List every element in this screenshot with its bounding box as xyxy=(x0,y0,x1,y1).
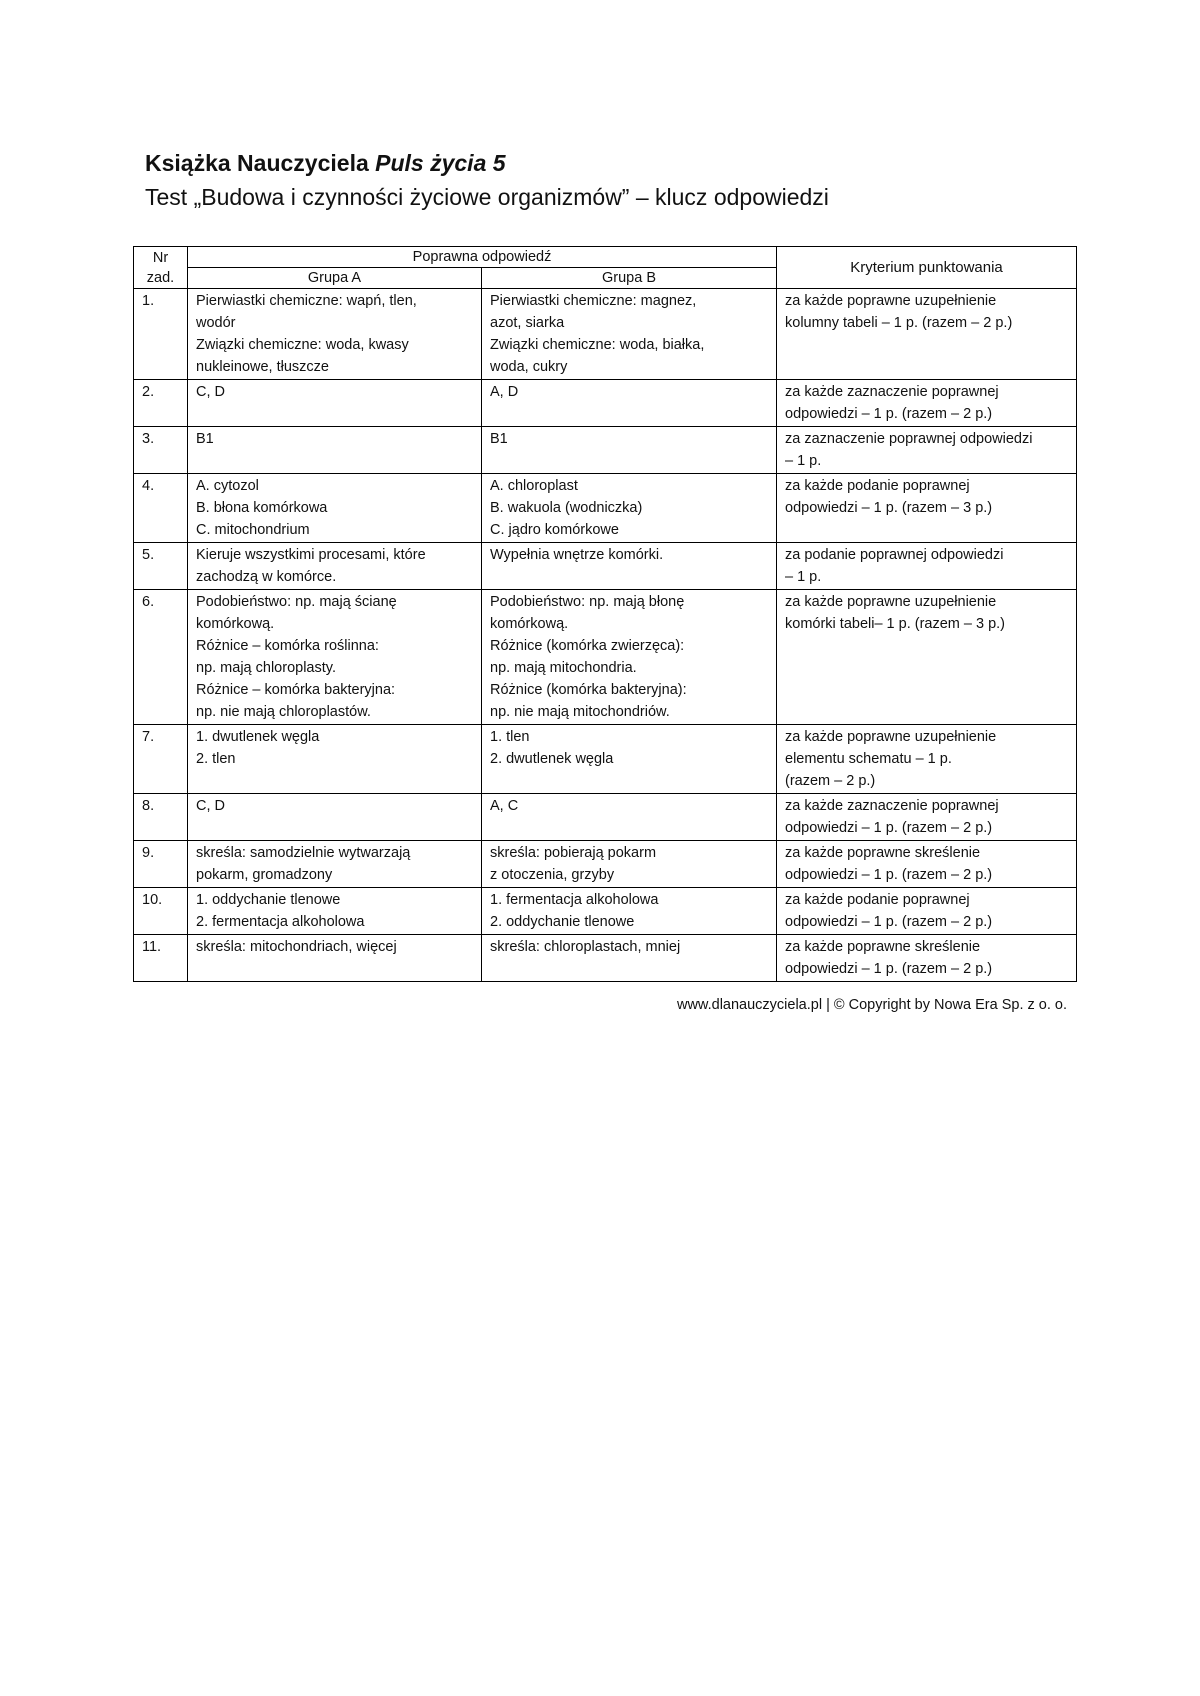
cell-grupa-b xyxy=(482,888,777,935)
cell-grupa-a-line: C, D xyxy=(196,798,225,814)
header-poprawna-odpowiedz: Poprawna odpowiedź xyxy=(188,247,777,268)
document-header xyxy=(145,148,1095,212)
cell-kryterium-line: za każde zaznaczenie poprawnej xyxy=(785,384,999,400)
cell-grupa-a-line: Różnice – komórka bakteryjna: xyxy=(196,682,396,698)
cell-nr: 2. xyxy=(134,380,188,427)
cell-grupa-b xyxy=(482,289,777,380)
cell-kryterium-line: za każde poprawne uzupełnienie xyxy=(785,293,997,309)
cell-kryterium-line: odpowiedzi – 1 p. (razem – 2 p.) xyxy=(785,867,993,883)
cell-grupa-b xyxy=(482,380,777,427)
header-nr-line: Nr xyxy=(152,249,169,266)
table-row xyxy=(134,841,1077,888)
title-main: Książka Nauczyciela xyxy=(145,150,376,176)
cell-kryterium-line: odpowiedzi – 1 p. (razem – 2 p.) xyxy=(785,820,993,836)
cell-grupa-a xyxy=(188,380,482,427)
cell-grupa-b-line: A. chloroplast xyxy=(490,478,578,494)
cell-kryterium xyxy=(777,935,1077,982)
table-row xyxy=(134,474,1077,543)
cell-grupa-b xyxy=(482,935,777,982)
cell-kryterium xyxy=(777,474,1077,543)
cell-grupa-a-line: zachodzą w komórce. xyxy=(196,569,337,585)
cell-grupa-a xyxy=(188,841,482,888)
cell-kryterium-line: za każde poprawne uzupełnienie xyxy=(785,729,997,745)
cell-nr: 5. xyxy=(134,543,188,590)
cell-grupa-b-line: skreśla: chloroplastach, mniej xyxy=(490,939,681,955)
cell-kryterium xyxy=(777,725,1077,794)
cell-grupa-b-line: np. mają mitochondria. xyxy=(490,660,637,676)
cell-kryterium xyxy=(777,427,1077,474)
cell-grupa-b-line: Związki chemiczne: woda, białka, xyxy=(490,337,705,353)
cell-grupa-b xyxy=(482,427,777,474)
cell-kryterium xyxy=(777,794,1077,841)
cell-grupa-b xyxy=(482,725,777,794)
cell-grupa-b-line: Pierwiastki chemiczne: magnez, xyxy=(490,293,697,309)
cell-kryterium-line: odpowiedzi – 1 p. (razem – 2 p.) xyxy=(785,914,993,930)
cell-grupa-a xyxy=(188,725,482,794)
cell-grupa-a-line: Związki chemiczne: woda, kwasy xyxy=(196,337,409,353)
table-row xyxy=(134,590,1077,725)
cell-kryterium-line: za każde podanie poprawnej xyxy=(785,478,970,494)
cell-nr: 4. xyxy=(134,474,188,543)
cell-grupa-a-line: C. mitochondrium xyxy=(196,522,310,538)
cell-grupa-a-line: B. błona komórkowa xyxy=(196,500,328,516)
cell-nr: 9. xyxy=(134,841,188,888)
cell-kryterium xyxy=(777,380,1077,427)
cell-grupa-b xyxy=(482,543,777,590)
footer-copyright: www.dlanauczyciela.pl | © Copyright by Nowa Era Sp. z o. o. xyxy=(676,997,1067,1013)
cell-kryterium-line: – 1 p. xyxy=(785,569,822,585)
cell-nr: 11. xyxy=(134,935,188,982)
cell-grupa-a-line: Kieruje wszystkimi procesami, które xyxy=(196,547,426,563)
cell-grupa-a-line: Podobieństwo: np. mają ścianę xyxy=(196,594,397,610)
cell-kryterium-line: za zaznaczenie poprawnej odpowiedzi xyxy=(785,431,1033,447)
cell-grupa-b-line: Wypełnia wnętrze komórki. xyxy=(490,547,664,563)
table-row xyxy=(134,543,1077,590)
cell-grupa-b-line: azot, siarka xyxy=(490,315,565,331)
cell-grupa-a xyxy=(188,935,482,982)
cell-kryterium xyxy=(777,841,1077,888)
cell-kryterium xyxy=(777,543,1077,590)
cell-grupa-a xyxy=(188,427,482,474)
cell-grupa-a xyxy=(188,474,482,543)
cell-grupa-b-line: 2. oddychanie tlenowe xyxy=(490,914,635,930)
cell-grupa-a-line: 2. tlen xyxy=(196,751,236,767)
cell-grupa-a-line: Różnice – komórka roślinna: xyxy=(196,638,379,654)
table-body xyxy=(134,289,1077,982)
answer-key-table xyxy=(133,246,1077,982)
cell-grupa-a xyxy=(188,543,482,590)
cell-kryterium-line: za każde zaznaczenie poprawnej xyxy=(785,798,999,814)
cell-grupa-a-line: nukleinowe, tłuszcze xyxy=(196,359,329,375)
cell-kryterium-line: komórki tabeli– 1 p. (razem – 3 p.) xyxy=(785,616,1006,632)
cell-kryterium-line: za każde poprawne skreślenie xyxy=(785,845,981,861)
cell-kryterium-line: za każde poprawne skreślenie xyxy=(785,939,981,955)
cell-kryterium-line: kolumny tabeli – 1 p. (razem – 2 p.) xyxy=(785,315,1013,331)
document-title xyxy=(145,148,1095,178)
cell-kryterium xyxy=(777,888,1077,935)
cell-grupa-b-line: Podobieństwo: np. mają błonę xyxy=(490,594,685,610)
table-row xyxy=(134,289,1077,380)
cell-kryterium-line: za podanie poprawnej odpowiedzi xyxy=(785,547,1004,563)
cell-kryterium-line: elementu schematu – 1 p. xyxy=(785,751,952,767)
cell-grupa-a-line: pokarm, gromadzony xyxy=(196,867,333,883)
cell-nr: 10. xyxy=(134,888,188,935)
cell-grupa-b xyxy=(482,590,777,725)
cell-grupa-a-line: wodór xyxy=(196,315,236,331)
cell-kryterium-line: za każde podanie poprawnej xyxy=(785,892,970,908)
cell-kryterium xyxy=(777,289,1077,380)
table-row xyxy=(134,427,1077,474)
cell-grupa-b-line: Różnice (komórka bakteryjna): xyxy=(490,682,687,698)
cell-grupa-b-line: z otoczenia, grzyby xyxy=(490,867,615,883)
cell-grupa-b-line: np. nie mają mitochondriów. xyxy=(490,704,670,720)
cell-grupa-b-line: B. wakuola (wodniczka) xyxy=(490,500,643,516)
cell-nr: 3. xyxy=(134,427,188,474)
cell-grupa-a-line: 1. dwutlenek węgla xyxy=(196,729,320,745)
table-row xyxy=(134,380,1077,427)
table-header-row xyxy=(134,247,1077,268)
header-nr-line: zad. xyxy=(146,269,175,286)
title-book-name: Puls życia 5 xyxy=(375,150,506,176)
cell-grupa-b-line: A, C xyxy=(490,798,519,814)
document-subtitle: Test „Budowa i czynności życiowe organizmów” – klucz odpowiedzi xyxy=(145,184,829,210)
cell-nr: 1. xyxy=(134,289,188,380)
cell-grupa-b xyxy=(482,841,777,888)
cell-grupa-b xyxy=(482,794,777,841)
cell-kryterium xyxy=(777,590,1077,725)
cell-grupa-a xyxy=(188,590,482,725)
cell-kryterium-line: odpowiedzi – 1 p. (razem – 3 p.) xyxy=(785,500,993,516)
cell-grupa-b-line: 1. tlen xyxy=(490,729,530,745)
cell-grupa-b-line: B1 xyxy=(490,431,508,447)
cell-grupa-a-line: 1. oddychanie tlenowe xyxy=(196,892,341,908)
cell-grupa-a-line: skreśla: mitochondriach, więcej xyxy=(196,939,397,955)
cell-kryterium-line: odpowiedzi – 1 p. (razem – 2 p.) xyxy=(785,406,993,422)
cell-kryterium-line: odpowiedzi – 1 p. (razem – 2 p.) xyxy=(785,961,993,977)
cell-grupa-a-line: komórkową. xyxy=(196,616,275,632)
table-row xyxy=(134,935,1077,982)
cell-grupa-b-line: 1. fermentacja alkoholowa xyxy=(490,892,659,908)
cell-nr: 8. xyxy=(134,794,188,841)
cell-grupa-b-line: C. jądro komórkowe xyxy=(490,522,619,538)
cell-grupa-a xyxy=(188,794,482,841)
cell-grupa-a xyxy=(188,888,482,935)
header-grupa-b: Grupa B xyxy=(482,268,777,289)
cell-grupa-b-line: Różnice (komórka zwierzęca): xyxy=(490,638,685,654)
cell-nr: 6. xyxy=(134,590,188,725)
cell-grupa-a-line: A. cytozol xyxy=(196,478,259,494)
header-grupa-a: Grupa A xyxy=(188,268,482,289)
cell-grupa-a xyxy=(188,289,482,380)
cell-grupa-a-line: skreśla: samodzielnie wytwarzają xyxy=(196,845,411,861)
table-row xyxy=(134,888,1077,935)
cell-grupa-b-line: 2. dwutlenek węgla xyxy=(490,751,614,767)
cell-kryterium-line: – 1 p. xyxy=(785,453,822,469)
cell-grupa-a-line: C, D xyxy=(196,384,225,400)
cell-grupa-b-line: woda, cukry xyxy=(490,359,568,375)
cell-grupa-a-line: np. mają chloroplasty. xyxy=(196,660,336,676)
cell-grupa-a-line: 2. fermentacja alkoholowa xyxy=(196,914,365,930)
cell-grupa-b xyxy=(482,474,777,543)
header-nr xyxy=(134,247,188,289)
cell-kryterium-line: za każde poprawne uzupełnienie xyxy=(785,594,997,610)
header-kryterium: Kryterium punktowania xyxy=(777,247,1077,289)
table-row xyxy=(134,794,1077,841)
cell-grupa-b-line: skreśla: pobierają pokarm xyxy=(490,845,657,861)
cell-grupa-b-line: A, D xyxy=(490,384,519,400)
cell-grupa-a-line: np. nie mają chloroplastów. xyxy=(196,704,371,720)
cell-grupa-a-line: B1 xyxy=(196,431,214,447)
cell-grupa-b-line: komórkową. xyxy=(490,616,569,632)
cell-nr: 7. xyxy=(134,725,188,794)
cell-grupa-a-line: Pierwiastki chemiczne: wapń, tlen, xyxy=(196,293,417,309)
cell-kryterium-line: (razem – 2 p.) xyxy=(785,773,876,789)
table-row xyxy=(134,725,1077,794)
